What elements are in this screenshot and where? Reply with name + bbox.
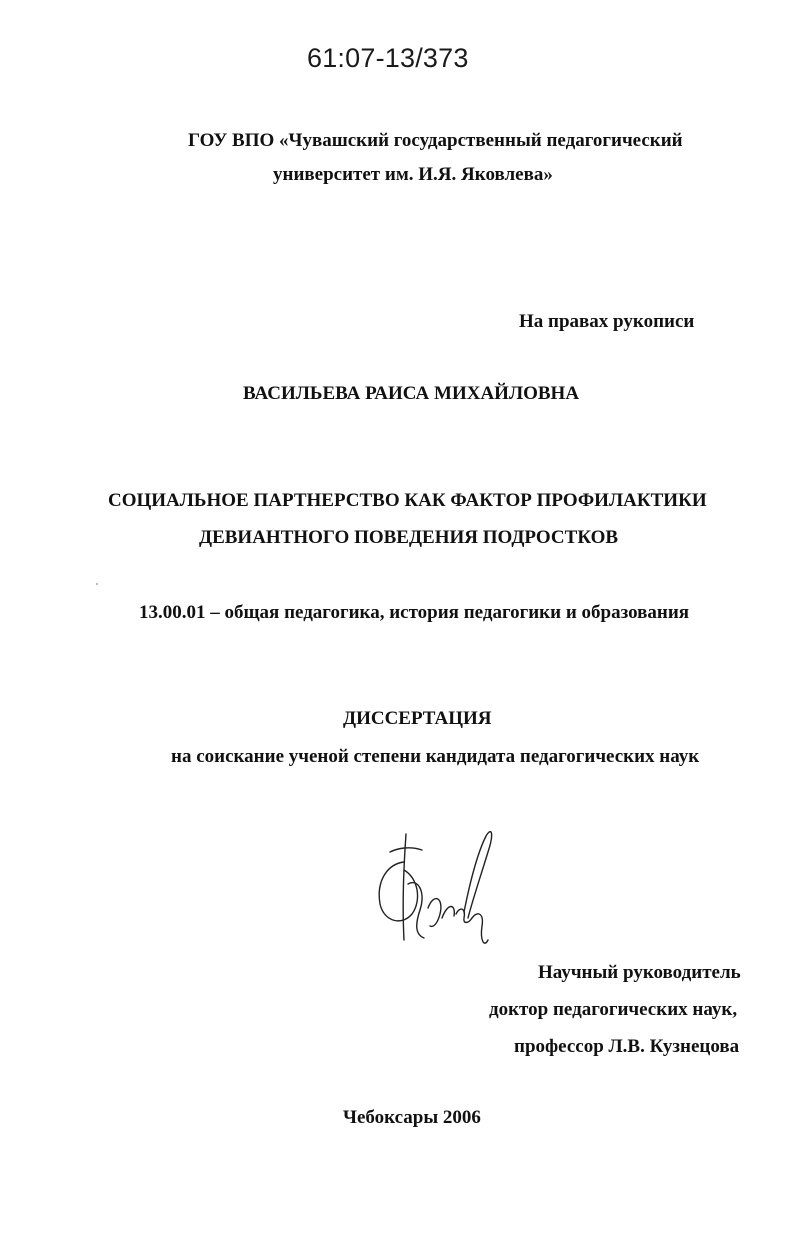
institution-line-1: ГОУ ВПО «Чувашский государственный педагогический [188,130,683,151]
author-signature [368,822,498,962]
title-line-1: СОЦИАЛЬНОЕ ПАРТНЕРСТВО КАК ФАКТОР ПРОФИЛАКТИКИ [108,490,707,511]
scan-speck [96,583,98,585]
specialty: 13.00.01 – общая педагогика, история педагогики и образования [139,602,690,623]
catalog-number: 61:07-13/373 [307,43,469,73]
supervisor-role: Научный руководитель [538,962,741,983]
degree-sought: на соискание ученой степени кандидата педагогических наук [171,746,700,767]
supervisor-degree: доктор педагогических наук, [489,999,738,1020]
manuscript-note: На правах рукописи [519,311,695,332]
city-year: Чебоксары 2006 [343,1107,481,1128]
author-name: ВАСИЛЬЕВА РАИСА МИХАЙЛОВНА [243,383,580,404]
document-type: ДИССЕРТАЦИЯ [343,708,492,729]
title-line-2: ДЕВИАНТНОГО ПОВЕДЕНИЯ ПОДРОСТКОВ [199,527,619,548]
institution-line-2: университет им. И.Я. Яковлева» [273,164,553,185]
supervisor-name: профессор Л.В. Кузнецова [514,1036,740,1057]
